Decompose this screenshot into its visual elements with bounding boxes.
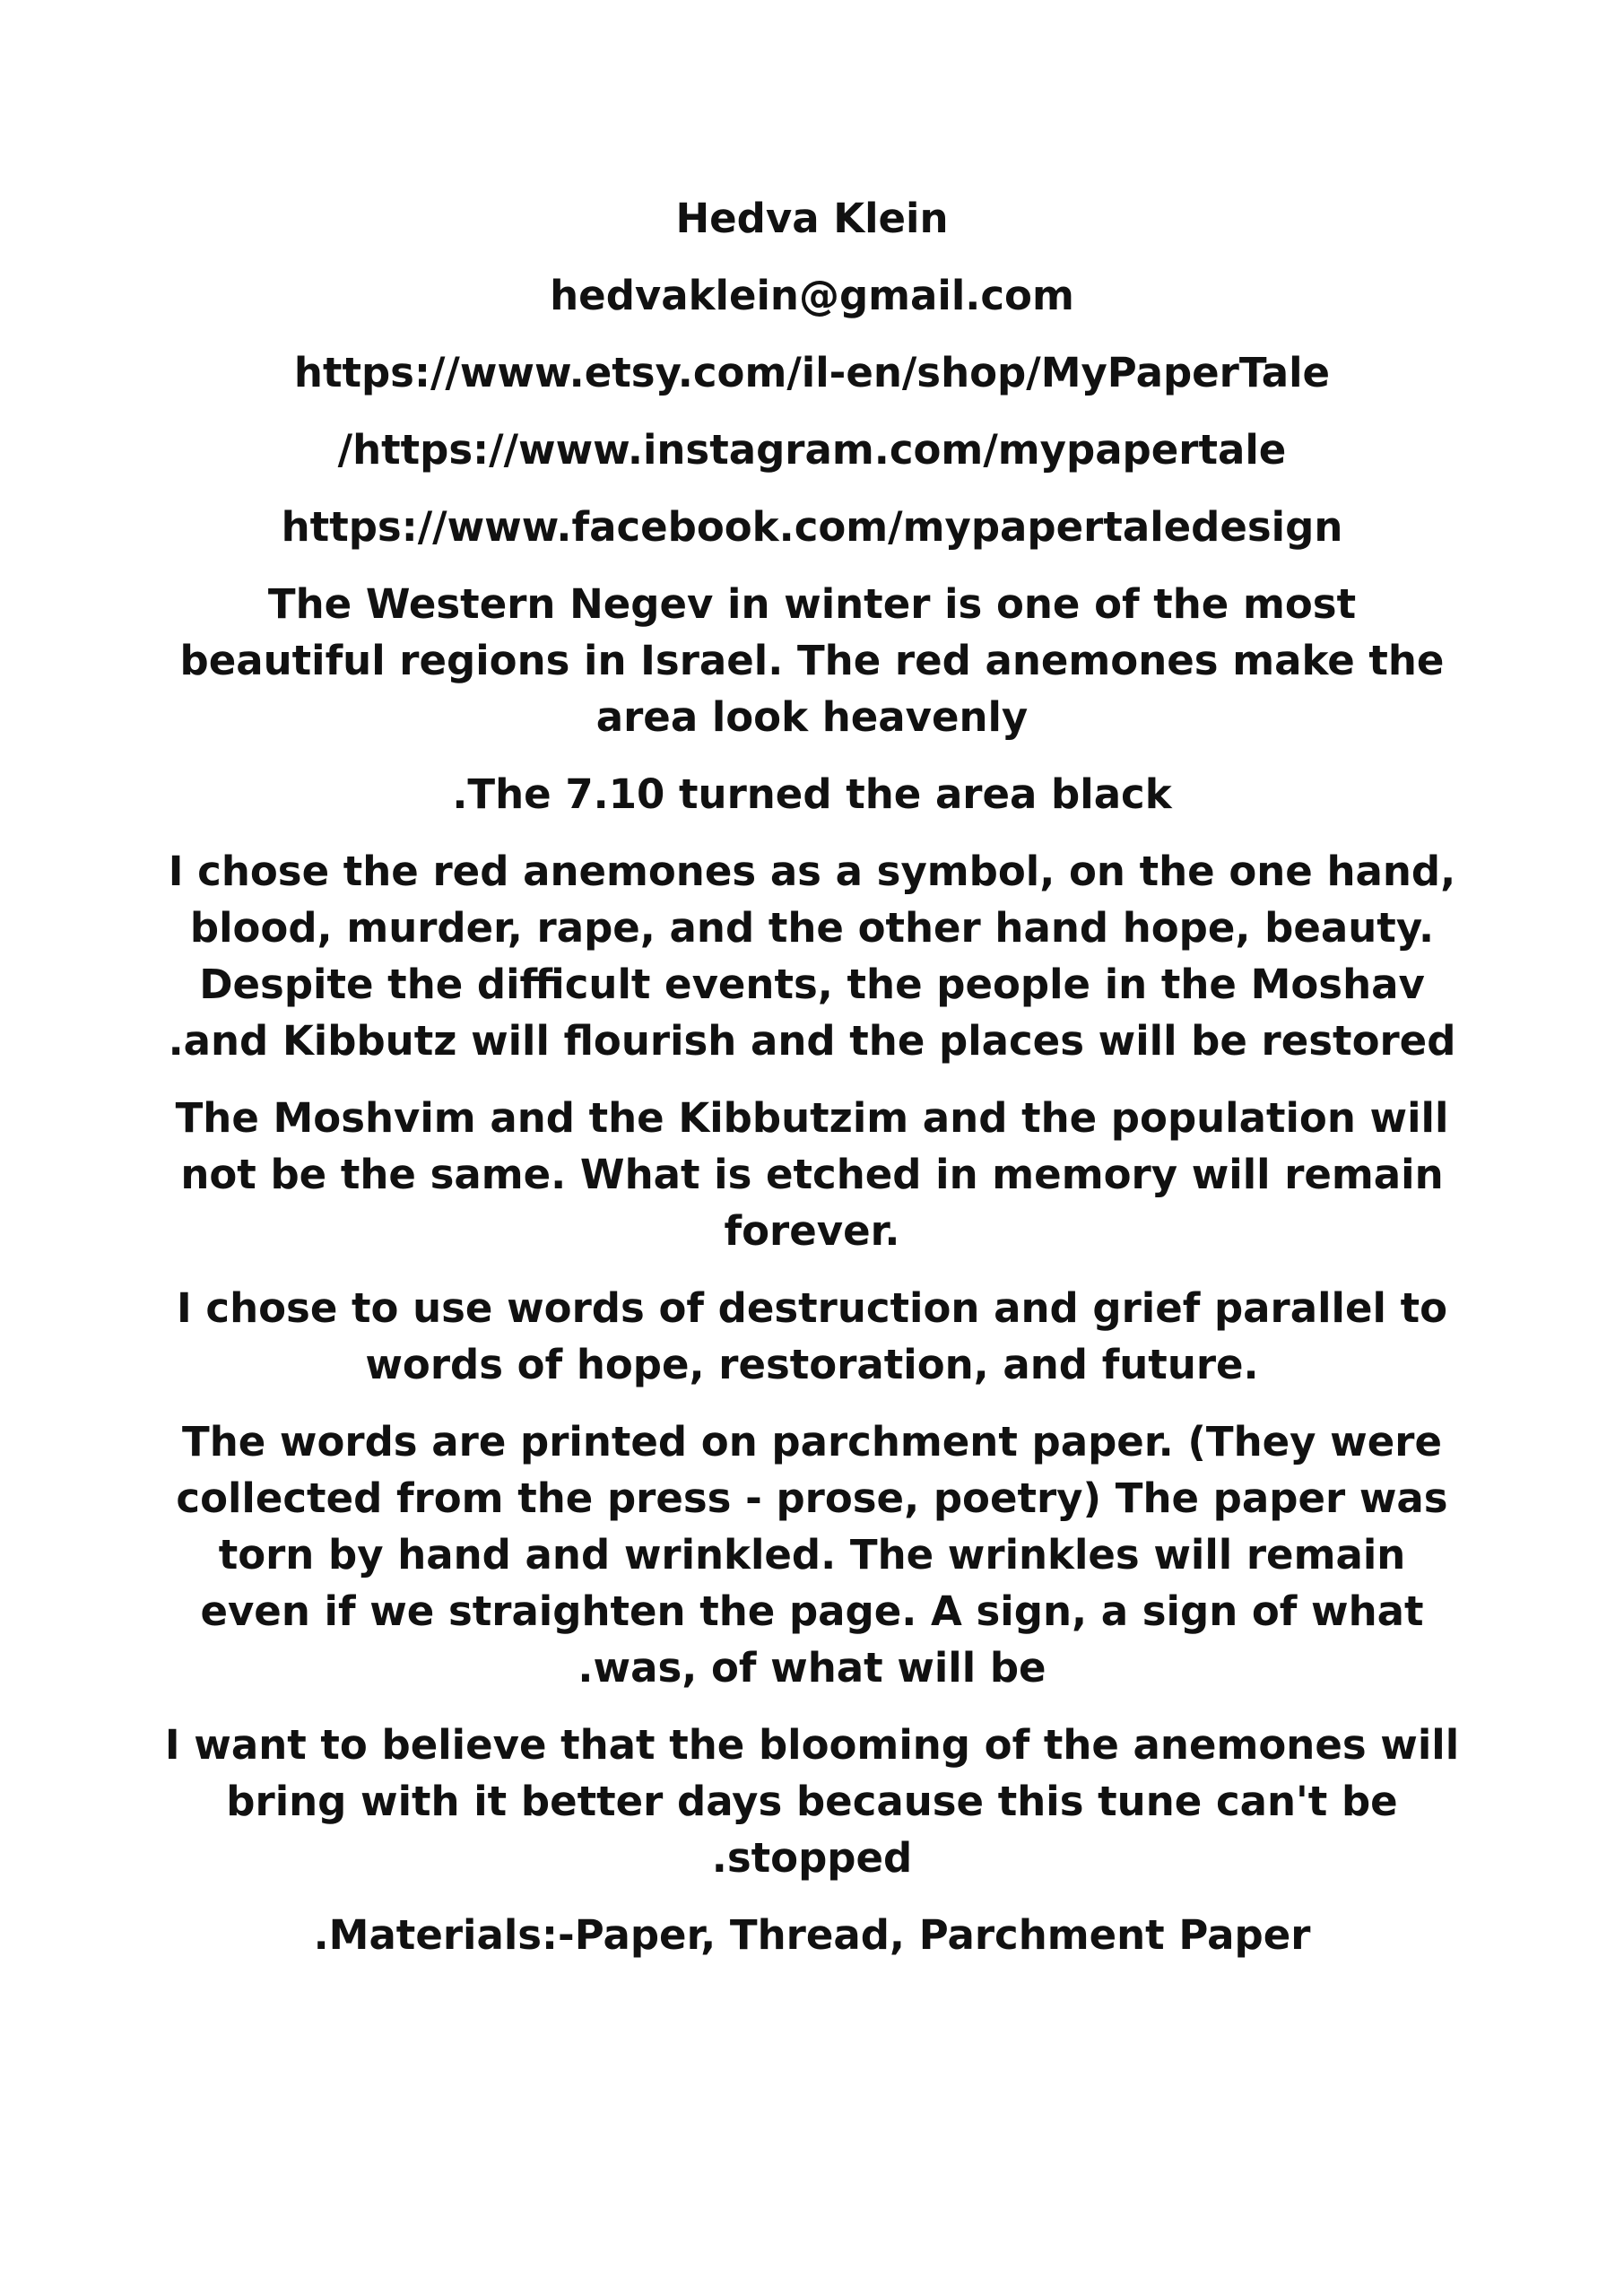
paragraph-line: blood, murder, rape, and the other hand hope, beauty.	[189, 904, 1435, 952]
paragraph-line: .The 7.10 turned the area black	[452, 770, 1172, 818]
document-body	[161, 190, 1463, 1984]
email-address: hedvaklein@gmail.com	[550, 272, 1074, 319]
paragraph-line: torn by hand and wrinkled. The wrinkles will remain	[218, 1531, 1406, 1578]
paragraph-line: .Materials:-Paper, Thread, Parchment Paper	[313, 1911, 1311, 1959]
paragraph-parchment	[161, 1413, 1463, 1696]
paragraph-line: I want to believe that the blooming of the anemones will	[164, 1721, 1460, 1769]
paragraph-area-black	[161, 766, 1463, 822]
paragraph-line: area look heavenly	[595, 693, 1029, 741]
author-name: Hedva Klein	[675, 195, 949, 242]
paragraph-line: I chose to use words of destruction and grief parallel to	[177, 1284, 1447, 1332]
paragraph-negev-winter	[161, 576, 1463, 745]
instagram-link: /https://www.instagram.com/mypapertale	[337, 426, 1287, 474]
paragraph-line: The Moshvim and the Kibbutzim and the population will	[175, 1094, 1449, 1142]
paragraph-line: even if we straighten the page. A sign, a sign of what	[200, 1587, 1424, 1635]
paragraph-line: .and Kibbutz will flourish and the places will be restored	[168, 1017, 1456, 1065]
paragraph-line: The Western Negev in winter is one of the most	[267, 580, 1357, 628]
paragraph-line: bring with it better days because this tune can't be	[226, 1778, 1398, 1825]
paragraph-line: collected from the press - prose, poetry) The paper was	[176, 1474, 1448, 1522]
paragraph-line: not be the same. What is etched in memory will remain	[180, 1151, 1444, 1198]
paragraph-words-choice	[161, 1280, 1463, 1393]
paragraph-line: The words are printed on parchment paper. (They were	[182, 1418, 1442, 1465]
paragraph-line: .was, of what will be	[578, 1644, 1046, 1692]
etsy-link: https://www.etsy.com/il-en/shop/MyPaperTale	[293, 349, 1331, 396]
paragraph-line: .stopped	[711, 1834, 913, 1882]
paragraph-line: forever.	[724, 1207, 900, 1255]
paragraph-memory	[161, 1090, 1463, 1259]
paragraph-anemones-symbol	[161, 843, 1463, 1069]
paragraph-line: beautiful regions in Israel. The red anemones make the	[179, 637, 1445, 684]
paragraph-better-days	[161, 1717, 1463, 1886]
paragraph-line: words of hope, restoration, and future.	[365, 1341, 1259, 1388]
paragraph-line: I chose the red anemones as a symbol, on the one hand,	[168, 848, 1456, 895]
facebook-link: https://www.facebook.com/mypapertaledesign	[281, 503, 1343, 551]
paragraph-line: Despite the difficult events, the people in the Moshav	[199, 961, 1425, 1008]
materials-line	[161, 1907, 1463, 1963]
